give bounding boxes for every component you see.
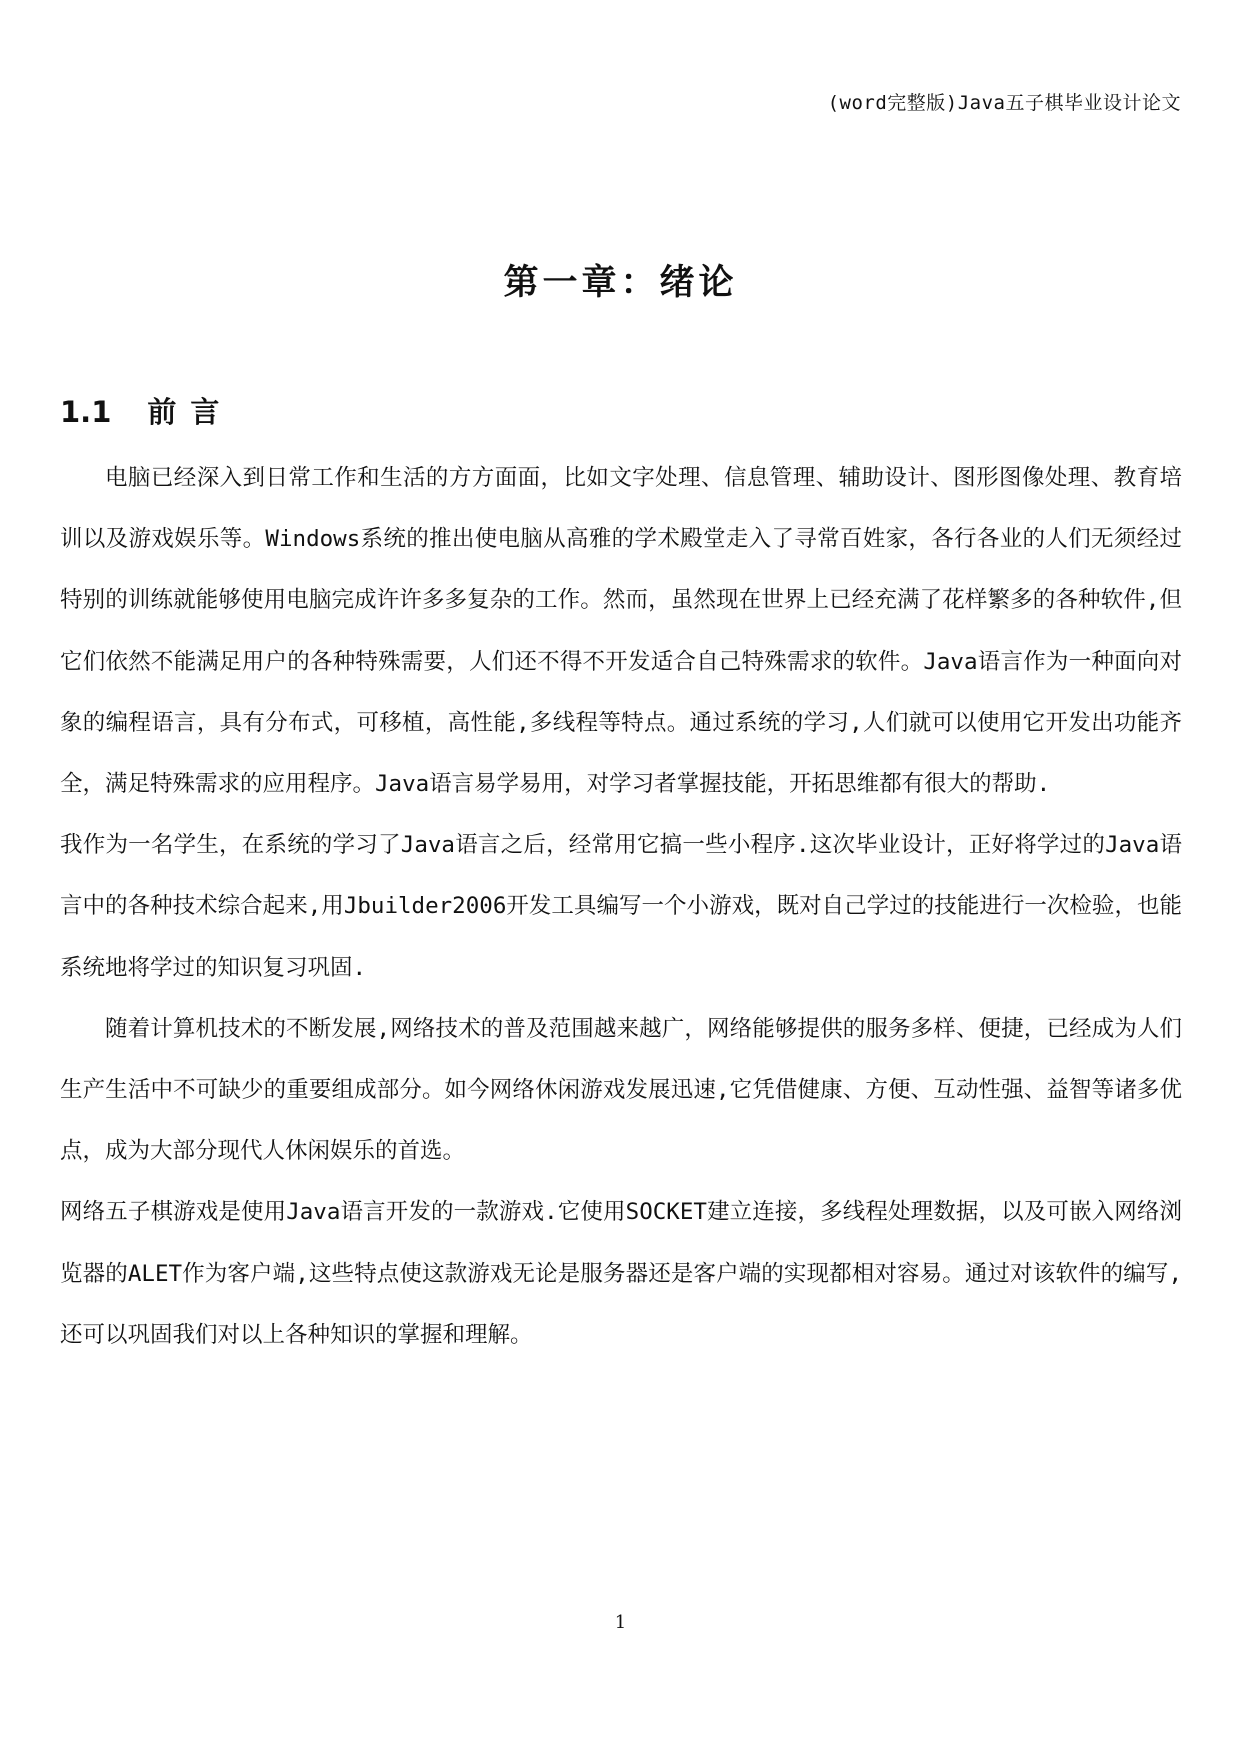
page-header: (word完整版)Java五子棋毕业设计论文 (827, 92, 1181, 114)
section-title: 前言 (147, 395, 234, 429)
body-text (60, 448, 1182, 1366)
chapter-title: 第一章：绪论 (503, 263, 738, 303)
paragraph-4: 网络五子棋游戏是使用Java语言开发的一款游戏.它使用SOCKET建立连接，多线程处理数据，以及可嵌入网络浏览器的ALET作为客户端,这些特点使这款游戏无论是服务器还是客户端的实现都相对容易。通过对该软件的编写,还可以巩固我们对以上各种知识的掌握和理解。 (60, 1199, 1182, 1348)
paragraph-3: 随着计算机技术的不断发展,网络技术的普及范围越来越广，网络能够提供的服务多样、便捷，已经成为人们生产生活中不可缺少的重要组成部分。如今网络休闲游戏发展迅速,它凭借健康、方便、互动性强、益智等诸多优点，成为大部分现代人休闲娱乐的首选。 (60, 1015, 1182, 1165)
paragraph-1: 电脑已经深入到日常工作和生活的方方面面，比如文字处理、信息管理、辅助设计、图形图像处理、教育培训以及游戏娱乐等。Windows系统的推出使电脑从高雅的学术殿堂走入了寻常百姓家，各行各业的人们无须经过特别的训练就能够使用电脑完成许许多多复杂的工作。然而，虽然现在世界上已经充满了花样繁多的各种软件,但它们依然不能满足用户的各种特殊需要，人们还不得不开发适合自己特殊需求的软件。Java语言作为一种面向对象的编程语言，具有分布式，可移植，高性能,多线程等特点。通过系统的学习,人们就可以使用它开发出功能齐全，满足特殊需求的应用程序。Java语言易学易用，对学习者掌握技能，开拓思维都有很大的帮助. (60, 465, 1182, 798)
section-heading (60, 390, 233, 431)
paragraph-2: 我作为一名学生，在系统的学习了Java语言之后，经常用它搞一些小程序.这次毕业设计，正好将学过的Java语言中的各种技术综合起来,用Jbuilder2006开发工具编写一个小游戏，既对自己学过的技能进行一次检验，也能系统地将学过的知识复习巩固. (60, 832, 1182, 981)
section-number: 1.1 (60, 395, 112, 429)
page-number: 1 (614, 1612, 627, 1633)
